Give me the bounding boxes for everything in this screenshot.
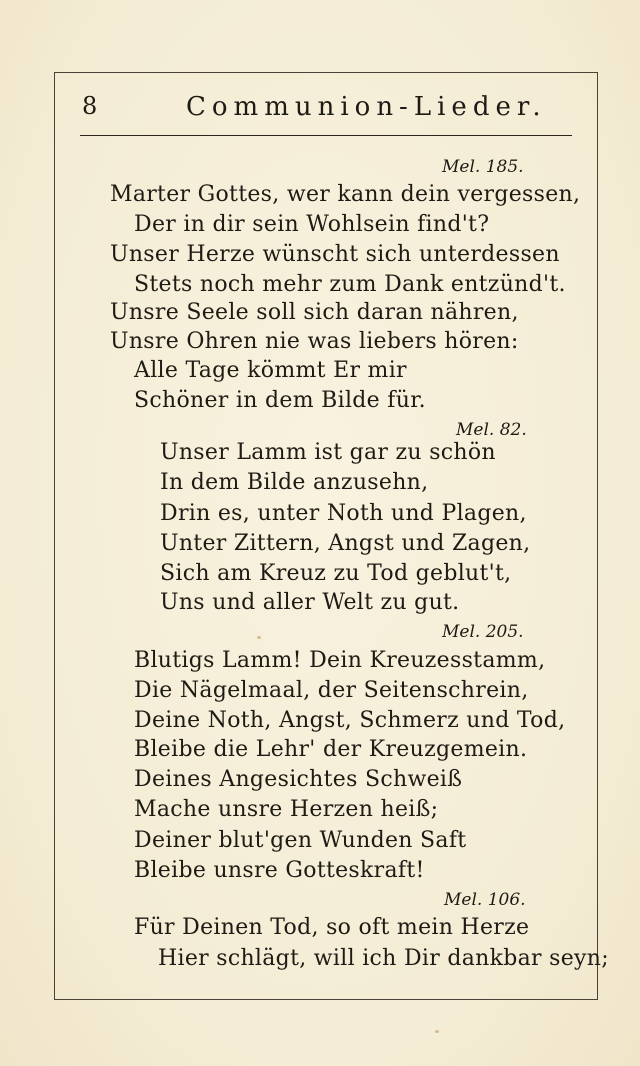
header-rule bbox=[80, 135, 572, 136]
paper-speck bbox=[257, 636, 261, 639]
melody-reference: Mel. 205. bbox=[442, 622, 524, 642]
verse-line: Die Nägelmaal, der Seitenschrein, bbox=[134, 678, 529, 703]
page-number: 8 bbox=[82, 92, 98, 120]
verse-line: Bleibe unsre Gotteskraft! bbox=[134, 858, 425, 883]
verse-line: Drin es, unter Noth und Plagen, bbox=[160, 501, 527, 526]
verse-line: Sich am Kreuz zu Tod geblut't, bbox=[160, 561, 512, 586]
melody-reference: Mel. 82. bbox=[456, 420, 527, 440]
verse-line: Deines Angesichtes Schweiß bbox=[134, 767, 463, 792]
verse-line: Mache unsre Herzen heiß; bbox=[134, 797, 439, 822]
verse-line: Unter Zittern, Angst und Zagen, bbox=[160, 531, 531, 556]
verse-line: In dem Bilde anzusehn, bbox=[160, 470, 429, 495]
page-header bbox=[56, 88, 576, 128]
verse-line: Uns und aller Welt zu gut. bbox=[160, 590, 460, 615]
melody-reference: Mel. 185. bbox=[442, 157, 524, 177]
verse-line: Deiner blut'gen Wunden Saft bbox=[134, 828, 467, 853]
verse-line: Hier schlägt, will ich Dir dankbar seyn; bbox=[158, 946, 609, 971]
verse-line: Alle Tage kömmt Er mir bbox=[134, 358, 407, 383]
running-title: Communion-Lieder. bbox=[186, 92, 547, 122]
verse-line: Unser Herze wünscht sich unterdessen bbox=[110, 242, 560, 267]
verse-line: Blutigs Lamm! Dein Kreuzesstamm, bbox=[134, 648, 546, 673]
melody-reference: Mel. 106. bbox=[444, 890, 526, 910]
verse-line: Deine Noth, Angst, Schmerz und Tod, bbox=[134, 708, 566, 733]
verse-line: Unsre Seele soll sich daran nähren, bbox=[110, 300, 519, 325]
verse-line: Unsre Ohren nie was liebers hören: bbox=[110, 329, 519, 354]
verse-line: Bleibe die Lehr' der Kreuzgemein. bbox=[134, 737, 528, 762]
verse-line: Schöner in dem Bilde für. bbox=[134, 388, 426, 413]
verse-line: Stets noch mehr zum Dank entzünd't. bbox=[134, 272, 566, 297]
paper-speck bbox=[435, 1030, 439, 1033]
verse-line: Marter Gottes, wer kann dein vergessen, bbox=[110, 182, 581, 207]
verse-line: Unser Lamm ist gar zu schön bbox=[160, 440, 496, 465]
verse-line: Der in dir sein Wohlsein find't? bbox=[134, 212, 490, 237]
verse-line: Für Deinen Tod, so oft mein Herze bbox=[134, 915, 530, 940]
